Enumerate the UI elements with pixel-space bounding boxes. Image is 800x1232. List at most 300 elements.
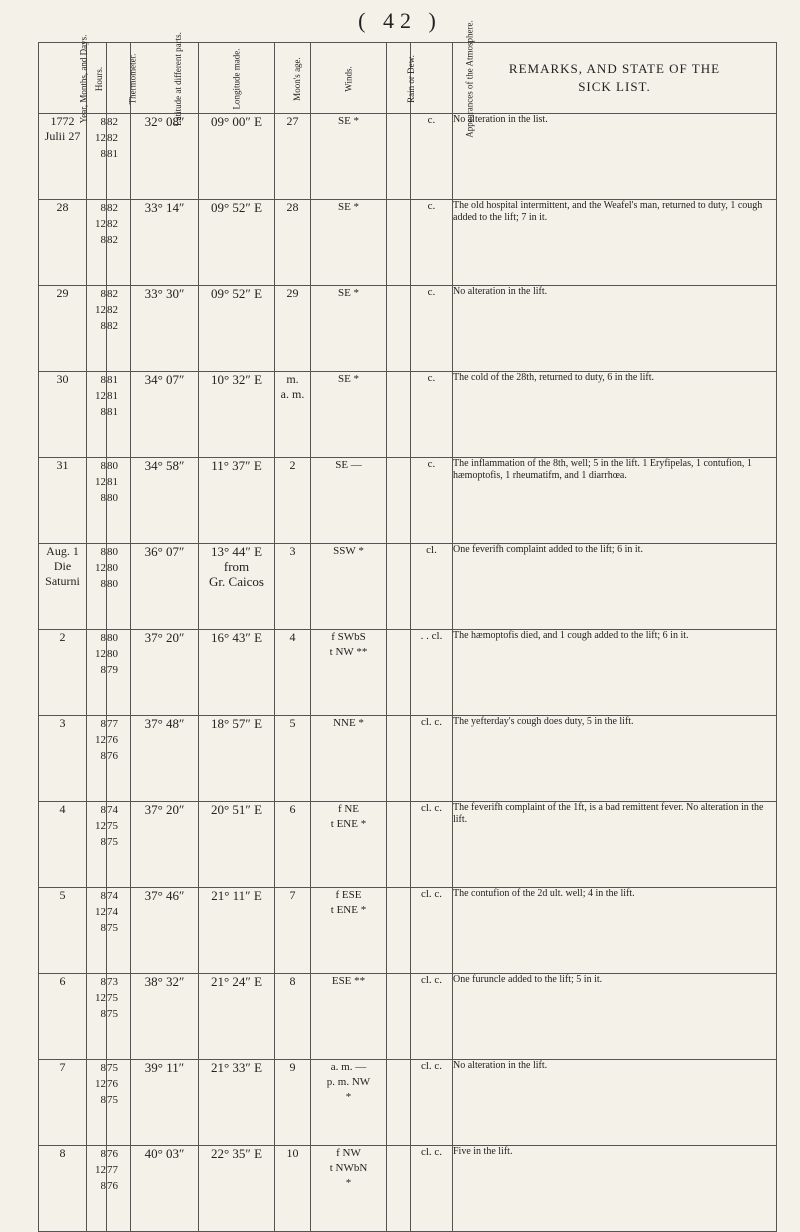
winds-cell-line: SSW * [333,545,364,557]
moon-age-cell [275,630,311,716]
thermometer-cell-line: 75 [107,1094,118,1106]
moon-age-cell [275,458,311,544]
hours-cell-line: 8 [100,320,106,332]
winds-header: Winds. [311,43,387,114]
date-cell-line: 3 [59,716,66,730]
winds-cell-line: SE — [335,459,362,471]
hours-cell [87,1146,107,1232]
thermometer-cell-line: 82 [107,320,118,332]
latitude-header: Latitude at different parts. [131,43,199,114]
longitude-cell-line: 09° 00″ E [210,114,263,129]
rain-cell [387,802,411,888]
hours-cell-line: 12 [95,132,106,144]
remarks-subtitle: SICK LIST. [578,79,651,94]
longitude-cell [199,630,275,716]
thermometer-cell-line: 77 [107,718,118,730]
moon-age-cell-line: m. [286,372,299,386]
thermometer-cell-line: 80 [107,632,118,644]
thermometer-cell-line: 75 [107,1062,118,1074]
table-row [39,458,777,544]
thermometer-cell [107,716,131,802]
winds-cell-line: SE * [337,287,360,299]
hours-cell-line: 8 [100,578,106,590]
hours-cell-line: 8 [100,288,106,300]
date-cell [39,458,87,544]
moon-age-cell-line: 28 [286,200,299,214]
moon-age-cell [275,372,311,458]
thermometer-header: Thermometer. [107,43,131,114]
thermometer-cell-line: 76 [107,1180,118,1192]
winds-cell-line: a. m. — [330,1061,367,1073]
longitude-cell-line: 18° 57″ E [210,716,263,731]
latitude-cell: 39° 11″ [131,1060,199,1146]
hours-cell-line: 8 [100,718,106,730]
thermometer-cell-line: 76 [107,734,118,746]
remarks-title: REMARKS, AND STATE OF THE [508,61,721,76]
thermometer-cell-line: 81 [107,148,118,160]
date-cell-line: 2 [59,630,66,644]
moon-age-cell-line: 7 [289,888,296,902]
thermometer-cell-line: 76 [107,750,118,762]
hours-cell-line: 12 [95,648,106,660]
date-cell [39,200,87,286]
date-cell [39,1060,87,1146]
table-row [39,630,777,716]
longitude-cell [199,200,275,286]
longitude-cell-line: 16° 43″ E [210,630,263,645]
date-cell-line: Aug. 1 [46,544,79,558]
longitude-cell-line: 09° 52″ E [210,286,263,301]
longitude-cell-line: 21° 11″ E [211,888,262,903]
hours-cell-line: 12 [95,562,106,574]
latitude-cell: 37° 20″ [131,802,199,888]
hours-cell-line: 8 [100,890,106,902]
thermometer-cell-line: 80 [107,562,118,574]
winds-cell [311,888,387,974]
hours-cell-line: 8 [100,406,106,418]
longitude-cell-line: 09° 52″ E [210,200,263,215]
winds-cell [311,1146,387,1232]
hours-cell-line: 8 [100,836,106,848]
page-number: ( 42 ) [358,8,442,33]
rain-header: Rain or Dew. [387,43,411,114]
winds-cell [311,630,387,716]
winds-cell-line: * [345,1177,352,1189]
appearances-cell: . . cl. [411,630,453,716]
winds-cell-line: SE * [337,201,360,213]
hours-cell [87,802,107,888]
longitude-cell-line: from [223,559,250,574]
thermometer-cell [107,1146,131,1232]
thermometer-cell-line: 81 [107,476,118,488]
latitude-cell: 33° 14″ [131,200,199,286]
hours-cell-line: 8 [100,460,106,472]
hours-cell-line: 12 [95,734,106,746]
remarks-header [453,43,777,114]
longitude-cell [199,544,275,630]
date-cell [39,630,87,716]
latitude-cell: 34° 07″ [131,372,199,458]
hours-cell-line: 8 [100,202,106,214]
appearances-cell: cl. c. [411,802,453,888]
rain-cell [387,372,411,458]
hours-header: Hours. [87,43,107,114]
longitude-cell-line: 10° 32″ E [210,372,263,387]
latitude-cell: 37° 46″ [131,888,199,974]
hours-cell [87,974,107,1060]
hours-cell-line: 8 [100,1094,106,1106]
winds-cell [311,372,387,458]
hours-cell-line: 8 [100,1180,106,1192]
table-row [39,1146,777,1232]
thermometer-cell-line: 80 [107,648,118,660]
remarks-cell: The inflammation of the 8th, well; 5 in the lift. 1 Eryfipelas, 1 contufion, 1 hæmoptofis, 1 rheumatifm, and 1 diarrhœa. [453,458,777,544]
longitude-cell [199,1146,275,1232]
longitude-cell [199,458,275,544]
moon-age-cell [275,1146,311,1232]
thermometer-cell [107,286,131,372]
winds-cell-line: t NWbN [329,1162,368,1174]
winds-cell-line: ESE ** [331,975,366,987]
appearances-cell: c. [411,286,453,372]
date-cell-line: 4 [59,802,66,816]
thermometer-cell-line: 74 [107,906,118,918]
winds-cell-line: SE * [337,115,360,127]
appearances-cell: cl. c. [411,974,453,1060]
hours-cell-line: 12 [95,1078,106,1090]
longitude-header: Longitude made. [199,43,275,114]
hours-cell [87,1060,107,1146]
date-cell-line: 7 [59,1060,66,1074]
rain-cell [387,200,411,286]
header-row [39,43,777,114]
table-row [39,1060,777,1146]
winds-cell [311,286,387,372]
remarks-cell: The yefterday's cough does duty, 5 in the lift. [453,716,777,802]
moon-age-cell-line: 6 [289,802,296,816]
longitude-cell-line: 21° 24″ E [210,974,263,989]
thermometer-cell-line: 75 [107,922,118,934]
appearances-header: Appearances of the Atmosphere. [411,43,453,114]
moon-age-cell [275,114,311,200]
date-cell-line: 8 [59,1146,66,1160]
moon-age-cell [275,802,311,888]
thermometer-cell [107,888,131,974]
moon-age-cell [275,716,311,802]
hours-cell-line: 8 [100,1148,106,1160]
hours-cell-line: 8 [100,922,106,934]
thermometer-cell-line: 80 [107,546,118,558]
latitude-cell: 37° 20″ [131,630,199,716]
winds-cell [311,544,387,630]
thermometer-cell-line: 82 [107,202,118,214]
rain-cell [387,630,411,716]
hours-cell [87,544,107,630]
thermometer-cell-line: 79 [107,664,118,676]
moon-age-cell [275,544,311,630]
thermometer-cell-line: 75 [107,1008,118,1020]
hours-cell-line: 12 [95,906,106,918]
table-row [39,286,777,372]
moon-age-cell-line: 5 [289,716,296,730]
hours-cell [87,458,107,544]
longitude-cell [199,974,275,1060]
remarks-cell: One feverifh complaint added to the lift; 6 in it. [453,544,777,630]
hours-cell [87,114,107,200]
longitude-cell [199,802,275,888]
longitude-cell [199,716,275,802]
winds-cell-line: p. m. NW [326,1076,371,1088]
latitude-cell: 40° 03″ [131,1146,199,1232]
latitude-cell: 36° 07″ [131,544,199,630]
rain-cell [387,1060,411,1146]
thermometer-cell-line: 73 [107,976,118,988]
table-row [39,544,777,630]
hours-cell [87,716,107,802]
hours-cell-line: 12 [95,390,106,402]
hours-cell-line: 12 [95,476,106,488]
thermometer-cell-line: 82 [107,218,118,230]
hours-cell-line: 8 [100,1062,106,1074]
winds-cell-line: * [345,1091,352,1103]
hours-cell-line: 8 [100,492,106,504]
moon-age-cell-line: 4 [289,630,296,644]
thermometer-cell-line: 81 [107,390,118,402]
winds-cell-line: f SWbS [331,631,366,643]
remarks-cell: The cold of the 28th, returned to duty, 6 in the lift. [453,372,777,458]
appearances-cell: cl. [411,544,453,630]
date-cell-line: Julii 27 [44,129,81,143]
remarks-cell: The contufion of the 2d ult. well; 4 in the lift. [453,888,777,974]
table-row [39,114,777,200]
thermometer-cell-line: 82 [107,234,118,246]
hours-cell-line: 8 [100,116,106,128]
moon-age-cell [275,1060,311,1146]
date-cell-line: Die [53,559,72,573]
hours-cell [87,888,107,974]
longitude-cell-line: 22° 35″ E [210,1146,263,1161]
thermometer-cell [107,458,131,544]
hours-cell-line: 12 [95,304,106,316]
latitude-cell: 37° 48″ [131,716,199,802]
rain-cell [387,1146,411,1232]
winds-cell-line: t NW ** [329,646,368,658]
hours-cell-line: 8 [100,804,106,816]
table-row [39,372,777,458]
thermometer-cell-line: 80 [107,460,118,472]
longitude-cell [199,286,275,372]
date-cell [39,802,87,888]
date-cell-line: 5 [59,888,66,902]
appearances-cell: cl. c. [411,1060,453,1146]
hours-cell-line: 8 [100,632,106,644]
moon-age-cell-line: a. m. [280,387,305,401]
remarks-cell: The hæmoptofis died, and 1 cough added to the lift; 6 in it. [453,630,777,716]
thermometer-cell-line: 80 [107,578,118,590]
thermometer-cell [107,802,131,888]
longitude-cell-line: 21° 33″ E [210,1060,263,1075]
latitude-cell: 38° 32″ [131,974,199,1060]
date-cell-line: Saturni [45,574,80,588]
thermometer-cell-line: 82 [107,288,118,300]
winds-cell-line: NNE * [333,717,364,729]
longitude-cell-line: 13° 44″ E [210,544,263,559]
appearances-cell: cl. c. [411,1146,453,1232]
date-cell-line: 1772 [50,114,75,128]
winds-cell [311,1060,387,1146]
winds-cell-line: SE * [337,373,360,385]
date-cell [39,372,87,458]
winds-cell [311,458,387,544]
hours-cell [87,200,107,286]
latitude-cell: 34° 58″ [131,458,199,544]
thermometer-cell-line: 82 [107,132,118,144]
date-cell [39,888,87,974]
date-cell-line: 6 [59,974,66,988]
longitude-cell [199,888,275,974]
appearances-cell: c. [411,458,453,544]
thermometer-cell [107,372,131,458]
winds-cell-line: f NE [337,803,360,815]
remarks-cell: The feverifh complaint of the 1ft, is a bad remittent fever. No alteration in the lift. [453,802,777,888]
date-cell [39,286,87,372]
date-cell-line: 28 [56,200,69,214]
rain-cell [387,974,411,1060]
hours-cell-line: 8 [100,148,106,160]
rain-cell [387,114,411,200]
hours-cell-line: 8 [100,1008,106,1020]
latitude-cell: 32° 08″ [131,114,199,200]
date-cell-line: 29 [56,286,69,300]
remarks-cell: No alteration in the lift. [453,286,777,372]
thermometer-cell-line: 76 [107,1078,118,1090]
thermometer-cell [107,974,131,1060]
winds-cell-line: f ESE [335,889,362,901]
thermometer-cell-line: 75 [107,992,118,1004]
table-row [39,716,777,802]
moon-age-cell-line: 3 [289,544,296,558]
hours-cell [87,630,107,716]
moon-age-cell-line: 9 [289,1060,296,1074]
thermometer-cell-line: 82 [107,116,118,128]
hours-cell-line: 12 [95,1164,106,1176]
date-cell [39,1146,87,1232]
remarks-cell: No alteration in the list. [453,114,777,200]
remarks-cell: The old hospital intermittent, and the Weafel's man, returned to duty, 1 cough added to the lift; 7 in it. [453,200,777,286]
winds-cell [311,974,387,1060]
remarks-cell: One furuncle added to the lift; 5 in it. [453,974,777,1060]
rain-cell [387,544,411,630]
thermometer-cell [107,114,131,200]
thermometer-cell [107,630,131,716]
longitude-cell [199,1060,275,1146]
moon-age-cell-line: 27 [286,114,299,128]
date-cell [39,544,87,630]
rain-cell [387,286,411,372]
rain-cell [387,716,411,802]
table-row [39,200,777,286]
hours-cell [87,286,107,372]
latitude-cell: 33° 30″ [131,286,199,372]
thermometer-cell-line: 81 [107,406,118,418]
appearances-cell: c. [411,372,453,458]
date-cell-line: 31 [56,458,69,472]
thermometer-cell [107,544,131,630]
appearances-cell: c. [411,200,453,286]
hours-cell-line: 8 [100,374,106,386]
longitude-cell-line: 20° 51″ E [210,802,263,817]
winds-cell-line: f NW [336,1147,361,1159]
winds-cell [311,114,387,200]
date-cell [39,716,87,802]
thermometer-cell [107,200,131,286]
moon-age-cell-line: 8 [289,974,296,988]
rain-cell [387,888,411,974]
thermometer-cell-line: 75 [107,836,118,848]
hours-cell-line: 8 [100,546,106,558]
thermometer-cell-line: 81 [107,374,118,386]
winds-cell-line: t ENE * [330,904,367,916]
remarks-cell: Five in the lift. [453,1146,777,1232]
appearances-cell: c. [411,114,453,200]
moon-age-cell [275,888,311,974]
thermometer-cell-line: 82 [107,304,118,316]
longitude-cell-line: 11° 37″ E [211,458,262,473]
longitude-cell [199,114,275,200]
remarks-cell: No alteration in the lift. [453,1060,777,1146]
hours-cell-line: 12 [95,218,106,230]
table-row [39,888,777,974]
moon-age-header: Moon's age. [275,43,311,114]
hours-cell-line: 8 [100,664,106,676]
table-row [39,802,777,888]
thermometer-cell-line: 77 [107,1164,118,1176]
winds-cell [311,716,387,802]
moon-age-cell-line: 2 [289,458,296,472]
winds-cell [311,802,387,888]
longitude-cell [199,372,275,458]
moon-age-cell [275,286,311,372]
appearances-cell: cl. c. [411,716,453,802]
thermometer-cell-line: 74 [107,890,118,902]
table-row [39,974,777,1060]
date-header: Year, Months, and Days. [39,43,87,114]
moon-age-cell [275,974,311,1060]
hours-cell-line: 12 [95,992,106,1004]
moon-age-cell [275,200,311,286]
thermometer-cell-line: 75 [107,820,118,832]
thermometer-cell-line: 76 [107,1148,118,1160]
winds-cell-line: t ENE * [330,818,367,830]
appearances-cell: cl. c. [411,888,453,974]
date-cell [39,114,87,200]
rain-cell [387,458,411,544]
date-cell-line: 30 [56,372,69,386]
winds-cell [311,200,387,286]
moon-age-cell-line: 10 [286,1146,299,1160]
moon-age-cell-line: 29 [286,286,299,300]
hours-cell-line: 8 [100,976,106,988]
hours-cell [87,372,107,458]
date-cell [39,974,87,1060]
hours-cell-line: 8 [100,750,106,762]
thermometer-cell-line: 80 [107,492,118,504]
thermometer-cell [107,1060,131,1146]
thermometer-cell-line: 74 [107,804,118,816]
hours-cell-line: 8 [100,234,106,246]
longitude-cell-line: Gr. Caicos [209,574,264,589]
hours-cell-line: 12 [95,820,106,832]
